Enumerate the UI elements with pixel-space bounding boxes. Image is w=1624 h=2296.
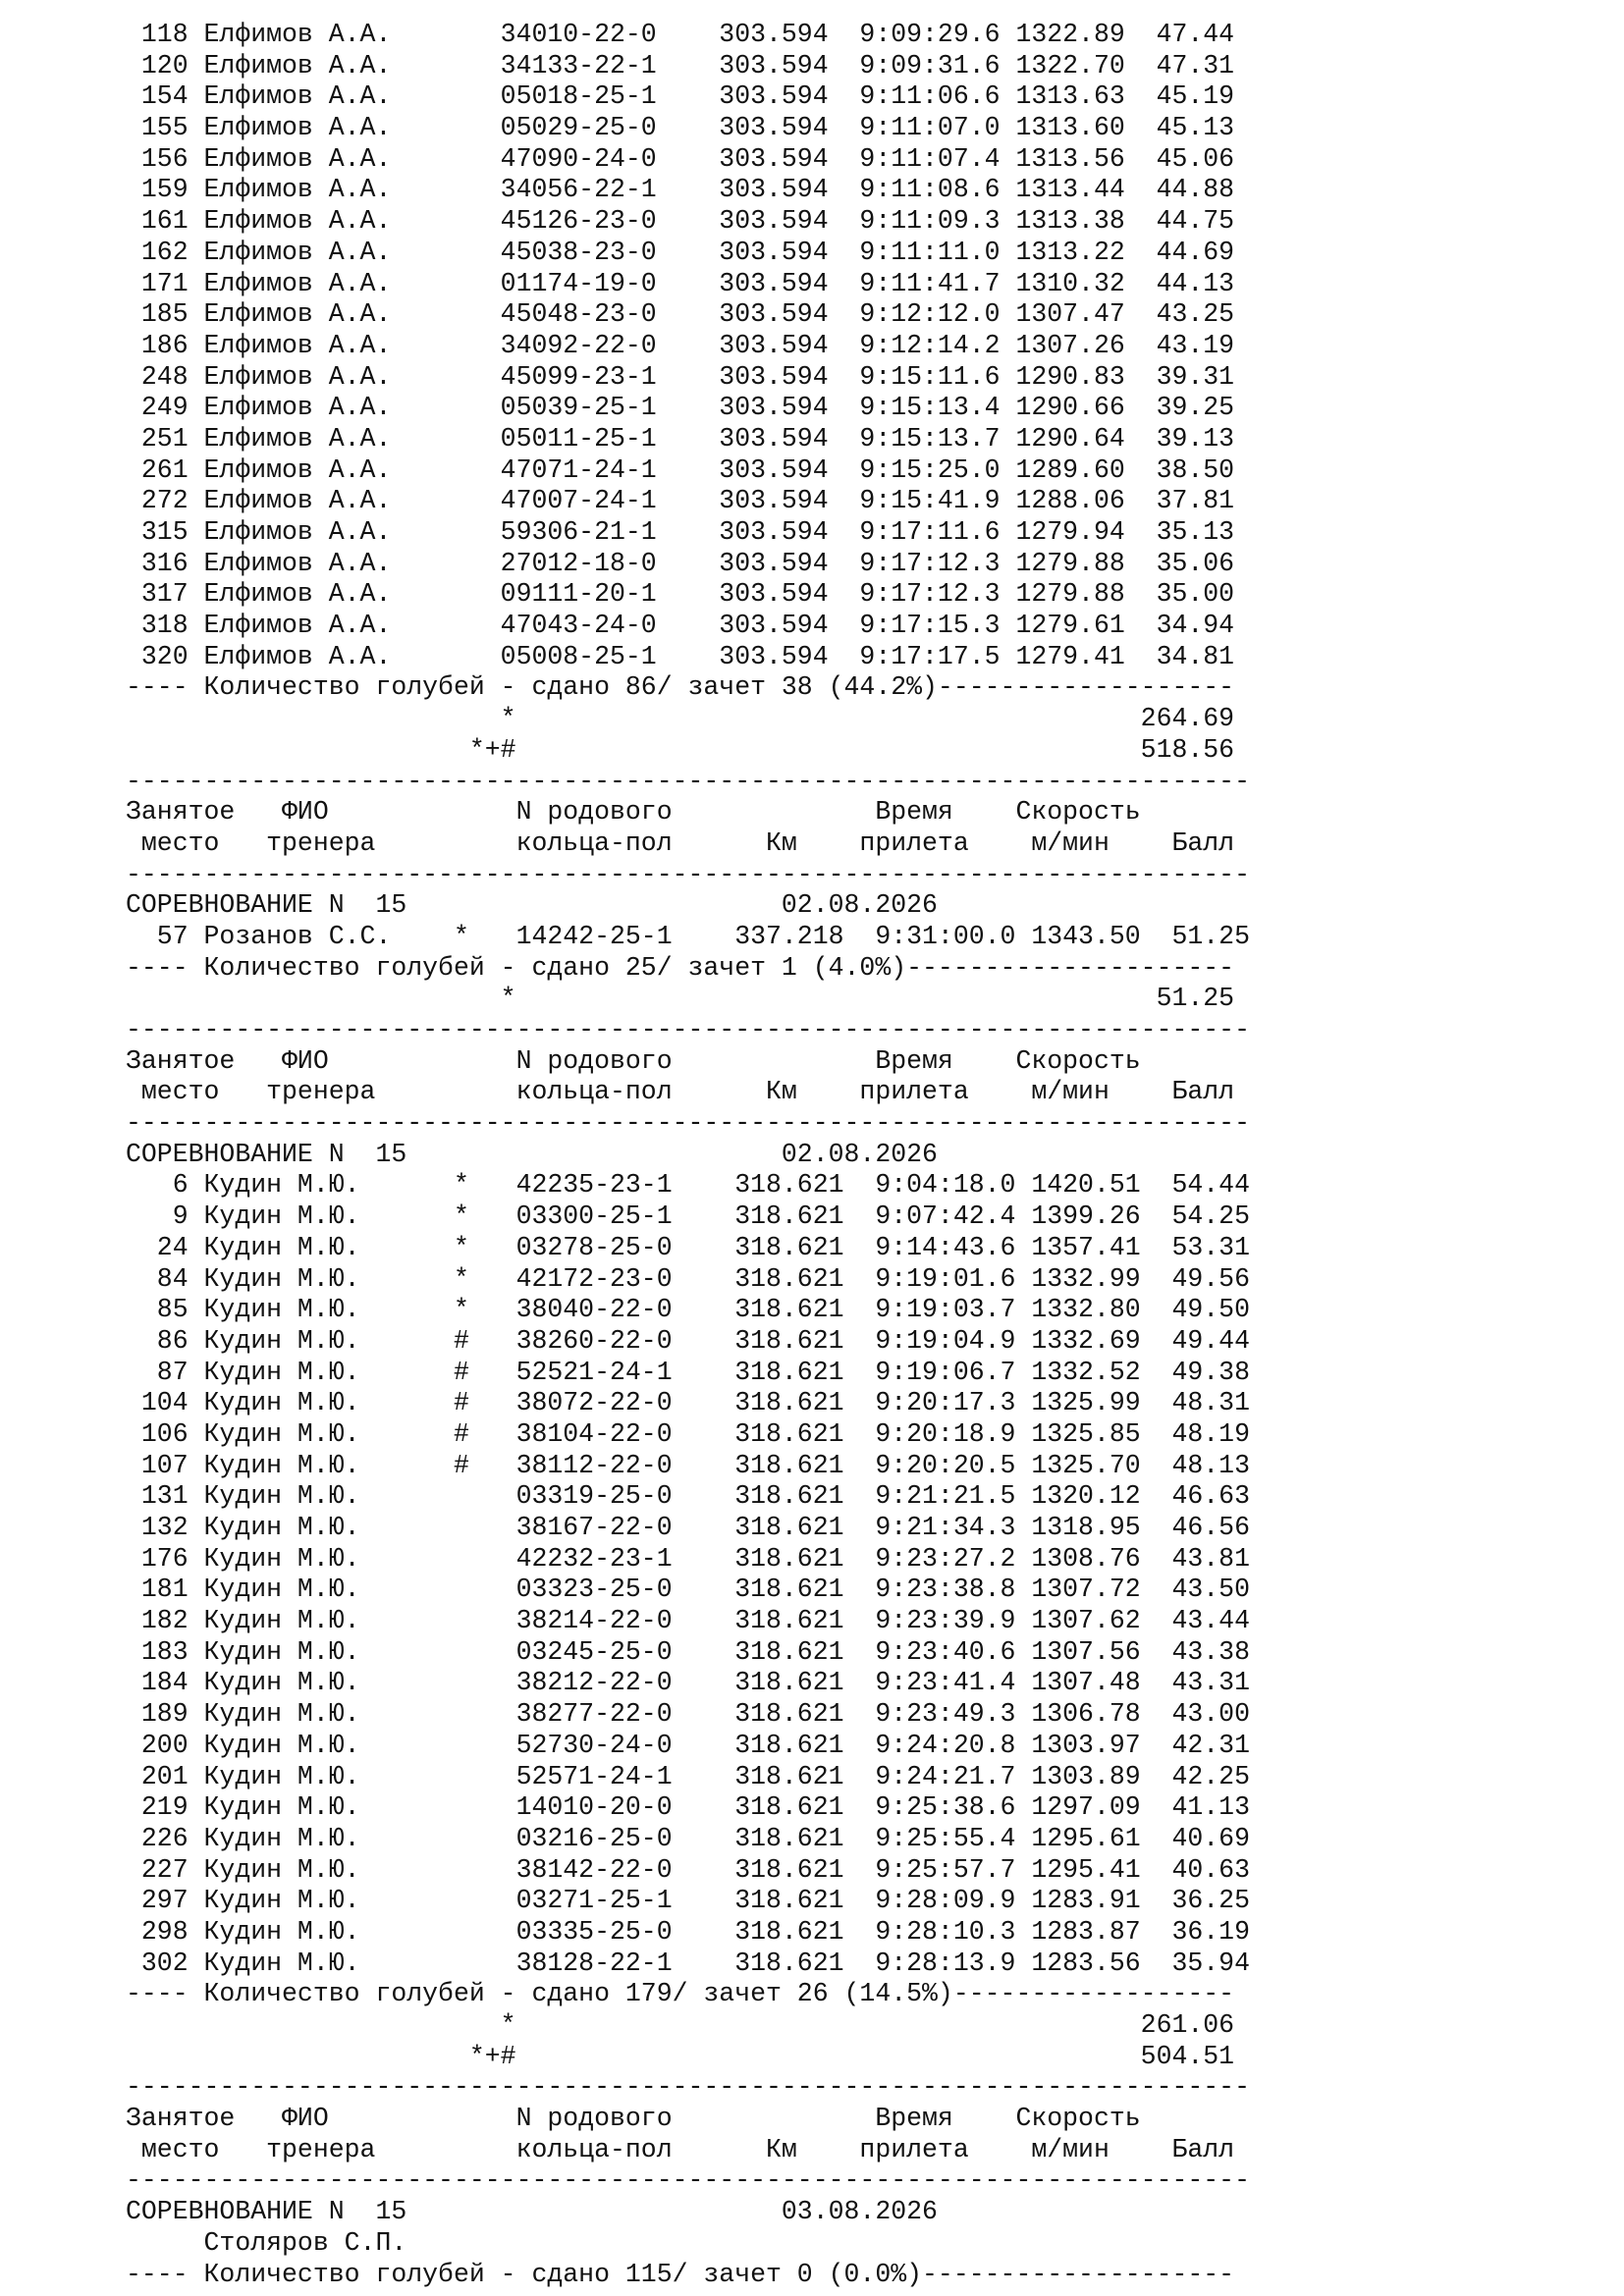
result-row: 6 Кудин М.Ю. * 42235-23-1 318.621 9:04:18.0 1420.51 54.44 (126, 1170, 1250, 1201)
result-row: 176 Кудин М.Ю. 42232-23-1 318.621 9:23:27.2 1308.76 43.81 (126, 1543, 1250, 1574)
result-row: 131 Кудин М.Ю. 03319-25-0 318.621 9:21:21.5 1320.12 46.63 (126, 1481, 1250, 1512)
separator-line: ------------------------------------------------------------------------ (126, 859, 1250, 889)
summary-line: ---- Количество голубей - сдано 179/ зачет 26 (14.5%)------------------ (126, 1979, 1235, 2009)
result-row: 154 Елфимов А.А. 05018-25-1 303.594 9:11:06.6 1313.63 45.19 (126, 81, 1235, 112)
competition-header-line: СОРЕВНОВАНИЕ N 15 02.08.2026 (126, 1139, 938, 1169)
result-row: 184 Кудин М.Ю. 38212-22-0 318.621 9:23:41.4 1307.48 43.31 (126, 1668, 1250, 1698)
result-row: 251 Елфимов А.А. 05011-25-1 303.594 9:15:13.7 1290.64 39.13 (126, 423, 1235, 454)
result-row: 106 Кудин М.Ю. # 38104-22-0 318.621 9:20:18.9 1325.85 48.19 (126, 1418, 1250, 1449)
result-row: 200 Кудин М.Ю. 52730-24-0 318.621 9:24:20.8 1303.97 42.31 (126, 1730, 1250, 1760)
separator-line: ------------------------------------------------------------------------ (126, 2072, 1250, 2103)
result-row: 183 Кудин М.Ю. 03245-25-0 318.621 9:23:40.6 1307.56 43.38 (126, 1636, 1250, 1667)
result-row: 57 Розанов С.С. * 14242-25-1 337.218 9:31:00.0 1343.50 51.25 (126, 921, 1250, 951)
result-row: 320 Елфимов А.А. 05008-25-1 303.594 9:17:17.5 1279.41 34.81 (126, 641, 1235, 671)
result-row: 87 Кудин М.Ю. # 52521-24-1 318.621 9:19:06.7 1332.52 49.38 (126, 1357, 1250, 1387)
result-row: 272 Елфимов А.А. 47007-24-1 303.594 9:15:41.9 1288.06 37.81 (126, 486, 1235, 516)
column-header-line: место тренера кольца-пол Км прилета м/мин Балл (126, 2134, 1235, 2164)
result-row: 159 Елфимов А.А. 34056-22-1 303.594 9:11:08.6 1313.44 44.88 (126, 175, 1235, 205)
result-row: 219 Кудин М.Ю. 14010-20-0 318.621 9:25:38.6 1297.09 41.13 (126, 1792, 1250, 1823)
result-row: 85 Кудин М.Ю. * 38040-22-0 318.621 9:19:03.7 1332.80 49.50 (126, 1295, 1250, 1325)
result-row: 162 Елфимов А.А. 45038-23-0 303.594 9:11:11.0 1313.22 44.69 (126, 237, 1235, 267)
results-printout (126, 20, 1250, 2290)
result-row: 9 Кудин М.Ю. * 03300-25-1 318.621 9:07:42.4 1399.26 54.25 (126, 1201, 1250, 1232)
result-row: 120 Елфимов А.А. 34133-22-1 303.594 9:09:31.6 1322.70 47.31 (126, 50, 1235, 80)
summary-line: ---- Количество голубей - сдано 25/ зачет 1 (4.0%)--------------------- (126, 952, 1235, 983)
column-header-line: место тренера кольца-пол Км прилета м/мин Балл (126, 1077, 1235, 1107)
result-row: 189 Кудин М.Ю. 38277-22-0 318.621 9:23:49.3 1306.78 43.00 (126, 1699, 1250, 1730)
result-row: 248 Елфимов А.А. 45099-23-1 303.594 9:15:11.6 1290.83 39.31 (126, 361, 1235, 392)
result-row: 181 Кудин М.Ю. 03323-25-0 318.621 9:23:38.8 1307.72 43.50 (126, 1575, 1250, 1605)
result-row: 227 Кудин М.Ю. 38142-22-0 318.621 9:25:57.7 1295.41 40.63 (126, 1854, 1250, 1885)
separator-line: ------------------------------------------------------------------------ (126, 1015, 1250, 1044)
summary-line: ---- Количество голубей - сдано 115/ зачет 0 (0.0%)-------------------- (126, 2259, 1235, 2289)
result-row: 226 Кудин М.Ю. 03216-25-0 318.621 9:25:55.4 1295.61 40.69 (126, 1823, 1250, 1853)
result-row: 155 Елфимов А.А. 05029-25-0 303.594 9:11:07.0 1313.60 45.13 (126, 113, 1235, 143)
result-row: 298 Кудин М.Ю. 03335-25-0 318.621 9:28:10.3 1283.87 36.19 (126, 1916, 1250, 1947)
summary-line: ---- Количество голубей - сдано 86/ зачет 38 (44.2%)------------------- (126, 672, 1235, 703)
result-row: 317 Елфимов А.А. 09111-20-1 303.594 9:17:12.3 1279.88 35.00 (126, 579, 1235, 610)
points-total-line: * 51.25 (126, 984, 1235, 1014)
column-header-line: Занятое ФИО N родового Время Скорость (126, 1045, 1141, 1076)
result-row: 249 Елфимов А.А. 05039-25-1 303.594 9:15:13.4 1290.66 39.25 (126, 393, 1235, 423)
separator-line: ------------------------------------------------------------------------ (126, 766, 1250, 796)
result-row: 297 Кудин М.Ю. 03271-25-1 318.621 9:28:09.9 1283.91 36.25 (126, 1886, 1250, 1916)
column-header-line: Занятое ФИО N родового Время Скорость (126, 2104, 1141, 2134)
result-row: 156 Елфимов А.А. 47090-24-0 303.594 9:11:07.4 1313.56 45.06 (126, 143, 1235, 174)
result-row: 261 Елфимов А.А. 47071-24-1 303.594 9:15:25.0 1289.60 38.50 (126, 454, 1235, 485)
result-row: 201 Кудин М.Ю. 52571-24-1 318.621 9:24:21.7 1303.89 42.25 (126, 1761, 1250, 1791)
result-row: 161 Елфимов А.А. 45126-23-0 303.594 9:11:09.3 1313.38 44.75 (126, 206, 1235, 237)
column-header-line: Занятое ФИО N родового Время Скорость (126, 797, 1141, 828)
result-row: 315 Елфимов А.А. 59306-21-1 303.594 9:17:11.6 1279.94 35.13 (126, 517, 1235, 547)
result-row: 84 Кудин М.Ю. * 42172-23-0 318.621 9:19:01.6 1332.99 49.56 (126, 1263, 1250, 1294)
separator-line: ------------------------------------------------------------------------ (126, 1108, 1250, 1139)
points-total-line: *+# 518.56 (126, 734, 1235, 765)
result-row: 132 Кудин М.Ю. 38167-22-0 318.621 9:21:34.3 1318.95 46.56 (126, 1513, 1250, 1542)
result-row: 86 Кудин М.Ю. # 38260-22-0 318.621 9:19:04.9 1332.69 49.44 (126, 1325, 1250, 1356)
result-row: 186 Елфимов А.А. 34092-22-0 303.594 9:12:14.2 1307.26 43.19 (126, 330, 1235, 360)
points-total-line: * 264.69 (126, 704, 1235, 734)
result-row: 118 Елфимов А.А. 34010-22-0 303.594 9:09:29.6 1322.89 47.44 (126, 20, 1235, 49)
competition-header-line: СОРЕВНОВАНИЕ N 15 03.08.2026 (126, 2197, 938, 2227)
result-row: 318 Елфимов А.А. 47043-24-0 303.594 9:17:15.3 1279.61 34.94 (126, 611, 1235, 641)
result-row: 171 Елфимов А.А. 01174-19-0 303.594 9:11:41.7 1310.32 44.13 (126, 268, 1235, 298)
result-row: 104 Кудин М.Ю. # 38072-22-0 318.621 9:20:17.3 1325.99 48.31 (126, 1388, 1250, 1418)
points-total-line: * 261.06 (126, 2010, 1235, 2040)
column-header-line: место тренера кольца-пол Км прилета м/мин Балл (126, 828, 1235, 858)
result-row: Столяров С.П. (126, 2227, 407, 2258)
result-row: 185 Елфимов А.А. 45048-23-0 303.594 9:12:12.0 1307.47 43.25 (126, 299, 1235, 330)
points-total-line: *+# 504.51 (126, 2041, 1235, 2071)
result-row: 182 Кудин М.Ю. 38214-22-0 318.621 9:23:39.9 1307.62 43.44 (126, 1606, 1250, 1636)
separator-line: ------------------------------------------------------------------------ (126, 2165, 1250, 2196)
result-row: 302 Кудин М.Ю. 38128-22-1 318.621 9:28:13.9 1283.56 35.94 (126, 1948, 1250, 1978)
result-row: 24 Кудин М.Ю. * 03278-25-0 318.621 9:14:43.6 1357.41 53.31 (126, 1232, 1250, 1262)
result-row: 316 Елфимов А.А. 27012-18-0 303.594 9:17:12.3 1279.88 35.06 (126, 548, 1235, 578)
competition-header-line: СОРЕВНОВАНИЕ N 15 02.08.2026 (126, 890, 938, 921)
result-row: 107 Кудин М.Ю. # 38112-22-0 318.621 9:20:20.5 1325.70 48.13 (126, 1450, 1250, 1480)
